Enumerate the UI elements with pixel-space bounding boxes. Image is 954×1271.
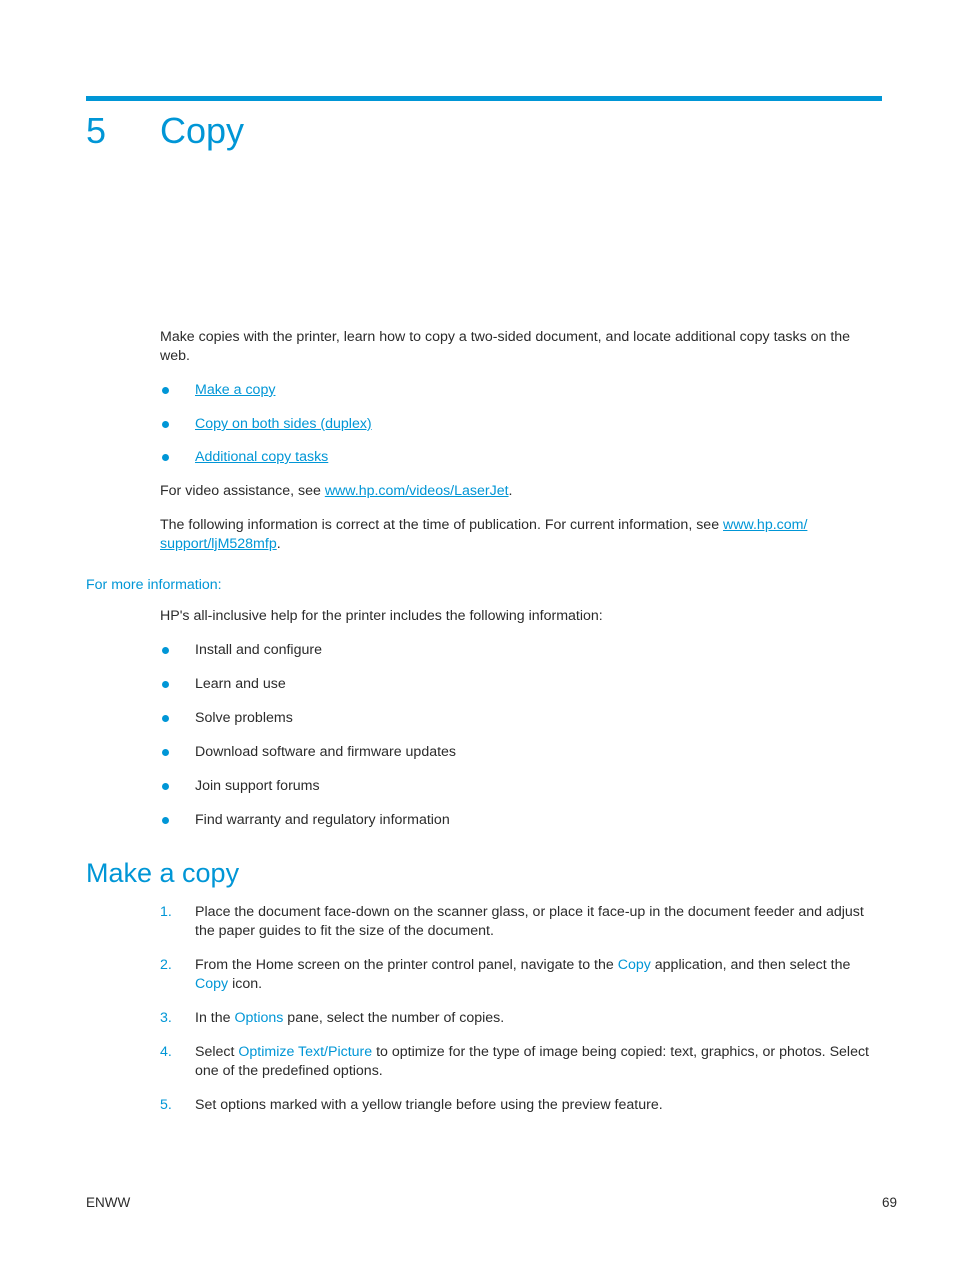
- ui-term-optimize: Optimize Text/Picture: [238, 1044, 373, 1060]
- video-prefix: For video assistance, see: [160, 483, 325, 499]
- more-info-intro: HP's all-inclusive help for the printer includes the following information:: [160, 608, 603, 624]
- bullet-icon: [162, 387, 169, 394]
- video-paragraph: [160, 482, 880, 501]
- ui-term-copy-app: Copy: [617, 957, 651, 973]
- more-info-heading: For more information:: [86, 577, 222, 593]
- list-item-text: Download software and firmware updates: [195, 744, 457, 760]
- current-info-prefix: The following information is correct at the time of publication. For current information, see: [160, 517, 724, 533]
- step-text: Place the document face-down on the scanner glass, or place it face-up in the document feeder and adjust the paper guides to fit the size of the document.: [195, 904, 864, 939]
- current-info-paragraph: [160, 516, 880, 554]
- page-number: 69: [881, 1195, 897, 1210]
- chapter-rule: [86, 96, 882, 101]
- list-item-text: Learn and use: [195, 676, 286, 692]
- step-text-part: From the Home screen on the printer control panel, navigate to the: [195, 957, 618, 973]
- step-text-part: to optimize for the type of image being copied: text, graphics, or photos. Select one of the predefined options.: [195, 1044, 869, 1079]
- bullet-icon: [162, 421, 169, 428]
- support-link-part1[interactable]: www.hp.com/: [723, 517, 808, 533]
- step-number: 3.: [160, 1010, 172, 1026]
- current-info-suffix: .: [276, 536, 281, 552]
- list-item-text: Find warranty and regulatory information: [195, 812, 450, 828]
- chapter-number: 5: [86, 110, 107, 151]
- step-text: Set options marked with a yellow triangle before using the preview feature.: [195, 1097, 663, 1113]
- intro-paragraph: Make copies with the printer, learn how to copy a two-sided document, and locate additional copy tasks on the web.: [160, 329, 851, 364]
- bullet-icon: [162, 783, 169, 790]
- step-text: [195, 1009, 880, 1028]
- toc-link-duplex[interactable]: Copy on both sides (duplex): [195, 416, 372, 432]
- step-number: 1.: [160, 904, 172, 920]
- support-link-part2[interactable]: support/ljM528mfp: [160, 536, 277, 552]
- step-number: 5.: [160, 1097, 172, 1113]
- step-number: 4.: [160, 1044, 172, 1060]
- step-text-part: In the: [195, 1010, 235, 1026]
- bullet-icon: [162, 749, 169, 756]
- step-text-part: application, and then select the: [650, 957, 851, 973]
- bullet-icon: [162, 681, 169, 688]
- list-item-text: Install and configure: [195, 642, 322, 658]
- toc-link-additional-tasks[interactable]: Additional copy tasks: [195, 449, 329, 465]
- step-text-part: icon.: [228, 976, 263, 992]
- step-text: [195, 1043, 880, 1081]
- bullet-icon: [162, 817, 169, 824]
- bullet-icon: [162, 647, 169, 654]
- ui-term-options: Options: [234, 1010, 284, 1026]
- video-link[interactable]: www.hp.com/videos/LaserJet: [324, 483, 509, 499]
- toc-link-make-a-copy[interactable]: Make a copy: [195, 382, 276, 398]
- list-item-text: Solve problems: [195, 710, 293, 726]
- bullet-icon: [162, 715, 169, 722]
- step-text-part: Select: [195, 1044, 239, 1060]
- ui-term-copy-icon: Copy: [195, 976, 229, 992]
- section-title-make-a-copy: Make a copy: [86, 858, 240, 888]
- step-text-part: pane, select the number of copies.: [283, 1010, 505, 1026]
- step-number: 2.: [160, 957, 172, 973]
- step-text: [195, 956, 880, 994]
- video-suffix: .: [508, 483, 513, 499]
- list-item-text: Join support forums: [195, 778, 320, 794]
- bullet-icon: [162, 454, 169, 461]
- footer-label: ENWW: [86, 1195, 131, 1210]
- chapter-title: Copy: [160, 110, 245, 151]
